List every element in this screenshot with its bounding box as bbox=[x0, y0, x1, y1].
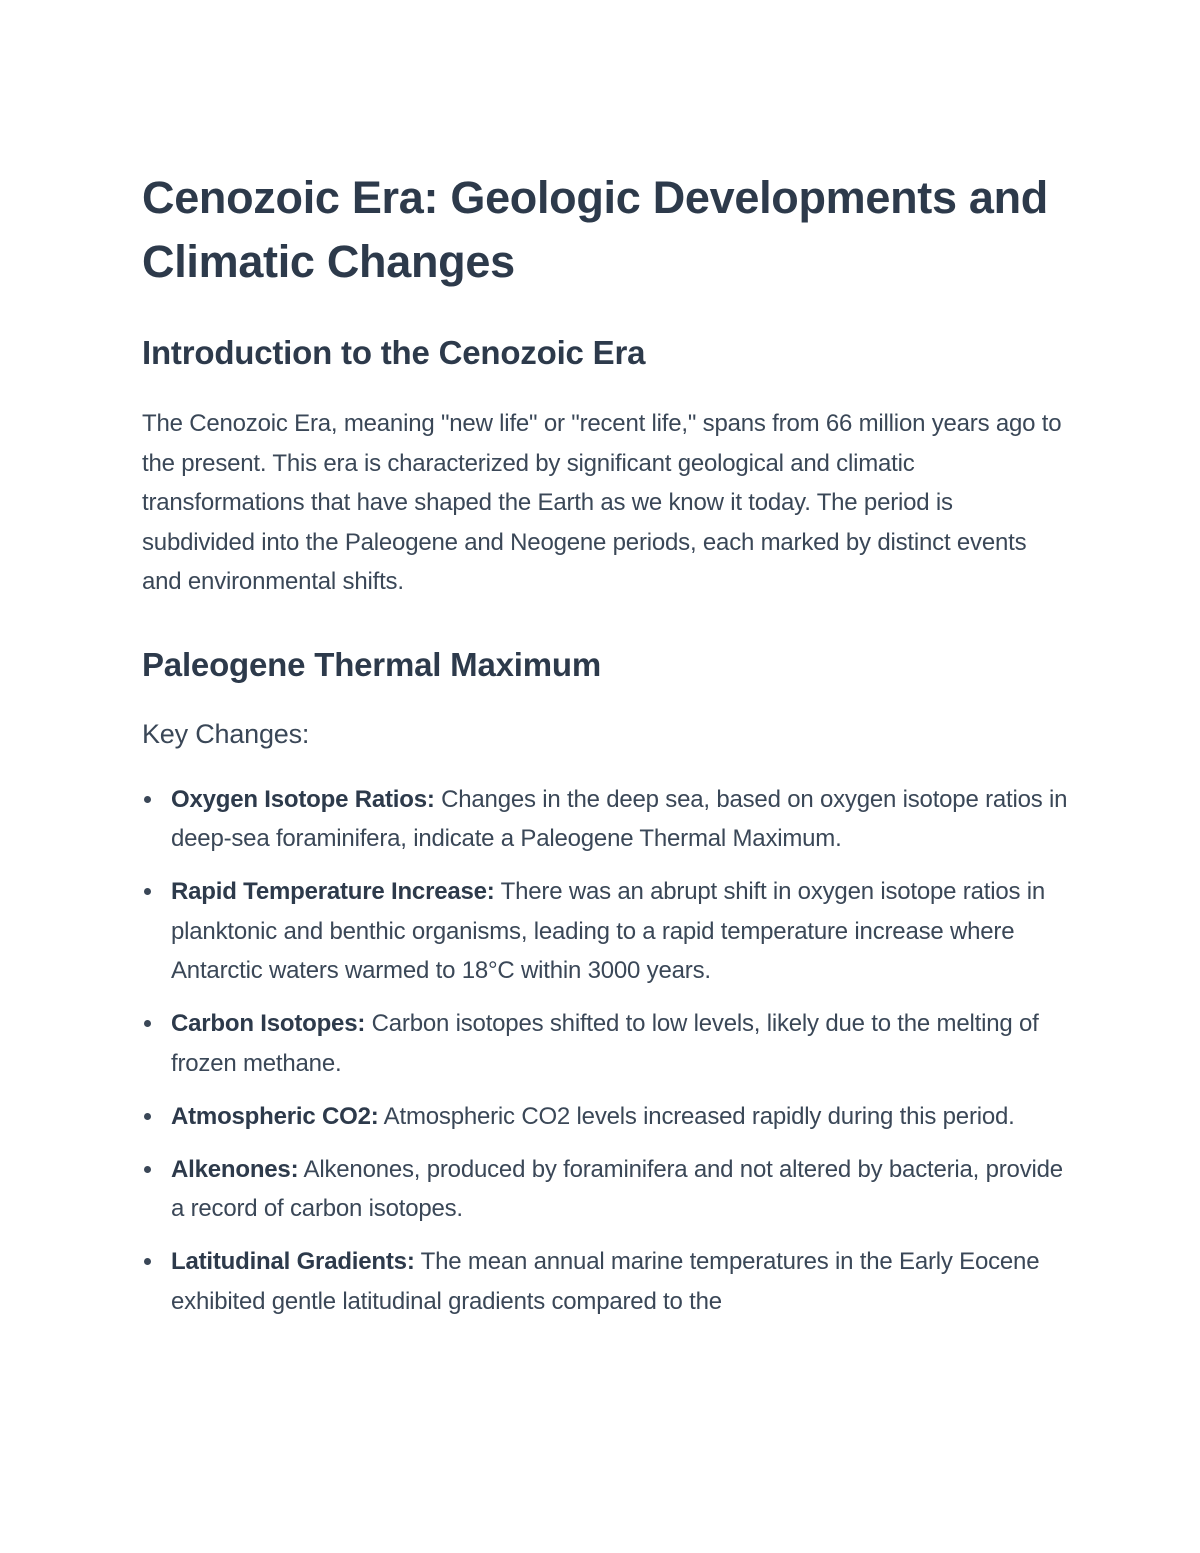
section-heading-paleogene-thermal-maximum: Paleogene Thermal Maximum bbox=[142, 645, 601, 683]
list-item-term: Carbon Isotopes: bbox=[171, 1010, 366, 1037]
list-item-text: Alkenones, produced by foraminifera and not altered by bacteria, provide a record of carbon isotopes. bbox=[171, 1155, 1063, 1222]
bullet-icon bbox=[144, 1258, 151, 1265]
list-item-text: Atmospheric CO2 levels increased rapidly during this period. bbox=[383, 1102, 1015, 1130]
list-item bbox=[142, 1242, 1072, 1321]
document-page bbox=[142, 166, 1072, 1335]
list-item-term: Alkenones: bbox=[171, 1155, 299, 1183]
list-item-term: Rapid Temperature Increase: bbox=[171, 878, 495, 905]
key-changes-subheading: Key Changes: bbox=[142, 718, 310, 749]
list-item-term: Latitudinal Gradients: bbox=[171, 1248, 415, 1275]
introduction-paragraph: The Cenozoic Era, meaning "new life" or "recent life," spans from 66 million years ago to the present. This era is characterized by significant geological and climatic transformations that have shaped the Earth as we know it today. The period is subdivided into the Paleogene and Neogene periods, each marked by distinct events and environmental shifts. bbox=[142, 410, 1062, 595]
list-item-text: The mean annual marine temperatures in the Early Eocene exhibited gentle latitudinal gradients compared to the bbox=[171, 1248, 1040, 1315]
list-item bbox=[142, 1150, 1072, 1229]
list-item bbox=[142, 1097, 1072, 1137]
list-item-text: Changes in the deep sea, based on oxygen isotope ratios in deep-sea foraminifera, indicate a Paleogene Thermal Maximum. bbox=[171, 785, 1068, 852]
section-heading-introduction: Introduction to the Cenozoic Era bbox=[142, 334, 646, 371]
list-item bbox=[142, 1004, 1072, 1083]
key-changes-list bbox=[142, 780, 1072, 1322]
bullet-icon bbox=[144, 796, 151, 803]
bullet-icon bbox=[144, 888, 151, 895]
list-item-text: There was an abrupt shift in oxygen isotope ratios in planktonic and benthic organisms, leading to a rapid temperature increase where Antarctic waters warmed to 18°C within 3000 years. bbox=[171, 878, 1046, 984]
bullet-icon bbox=[144, 1020, 151, 1027]
list-item-text: Carbon isotopes shifted to low levels, likely due to the melting of frozen methane. bbox=[171, 1010, 1039, 1077]
document-title: Cenozoic Era: Geologic Developments and Climatic Changes bbox=[142, 172, 1048, 287]
list-item-term: Atmospheric CO2: bbox=[171, 1102, 379, 1130]
list-item-term: Oxygen Isotope Ratios: bbox=[171, 785, 435, 813]
bullet-icon bbox=[144, 1113, 151, 1120]
list-item bbox=[142, 780, 1072, 859]
bullet-icon bbox=[144, 1166, 151, 1173]
list-item bbox=[142, 872, 1072, 991]
